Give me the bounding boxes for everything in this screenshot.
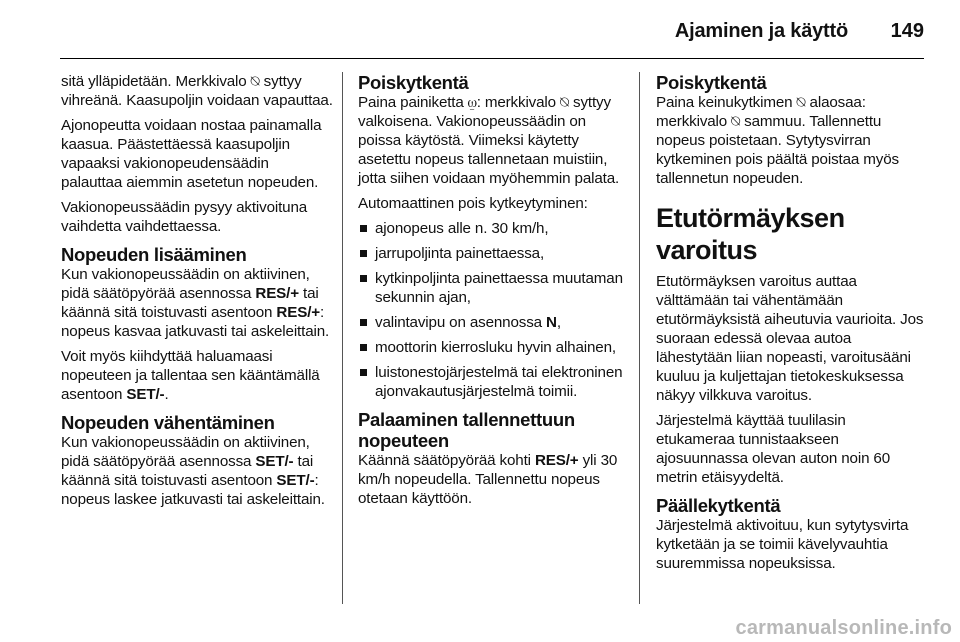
- list-item: moottorin kierrosluku hyvin alhainen,: [358, 338, 628, 357]
- section-heading-off: Poiskytkentä: [656, 72, 767, 93]
- column-2: [358, 72, 628, 514]
- paragraph: Paina painiketta ⍹: merkkivalo ⍉ syttyy valkoisena. Vakionopeussäädin on poissa käytöstä. Viimeksi käytetty asetettu nopeus tallennetaan muistiin, jotta siihen voidaan myöhemmin palata.: [358, 94, 620, 187]
- paragraph: Etutörmäyksen varoitus auttaa välttämään tai vähentämään etutörmäyksistä aiheutuvia vaurioita. Jos suoraan edessä olevaa autoa lähestytään liian nopeasti, varoitusääni kuuluu ja kuljettajan tietokeskuksessa näkyy vilkkuva varoitus.: [656, 273, 924, 404]
- paragraph: Automaattinen pois kytkeytyminen:: [358, 195, 588, 212]
- paragraph: Paina keinukytkimen ⍉ alaosaa: merkkivalo ⍉ sammuu. Tallennettu nopeus poistetaan. Sytytysvirran kytkeminen pois päältä poistaa myös tallennetun nopeuden.: [656, 94, 899, 187]
- section-heading-on: Päällekytkentä: [656, 495, 781, 516]
- paragraph: Käännä säätöpyörää kohti RES/+ yli 30 km/h nopeudella. Tallennettu nopeus otetaan käyttöön.: [358, 452, 618, 507]
- list-item: ajonopeus alle n. 30 km/h,: [358, 219, 628, 238]
- column-divider: [639, 72, 640, 604]
- column-1: [61, 72, 333, 515]
- list-item: luistonestojärjestelmä tai elektroninen ajonvakautusjärjestelmä toimii.: [358, 363, 628, 401]
- paragraph: sitä ylläpidetään. Merkkivalo ⍉ syttyy vihreänä. Kaasupoljin voidaan vapauttaa.: [61, 73, 333, 109]
- paragraph: Ajonopeutta voidaan nostaa painamalla kaasua. Päästettäessä kaasupoljin vapaaksi vakionopeudensäädin palauttaa aiemmin asetetun nopeuden.: [61, 117, 322, 191]
- paragraph: Järjestelmä käyttää tuulilasin etukameraa tunnistaakseen ajosuunnassa olevan auton noin 60 metrin etäisyydeltä.: [656, 412, 891, 486]
- watermark: carmanualsonline.info: [735, 617, 952, 639]
- list-item: valintavipu on asennossa N,: [358, 313, 628, 332]
- paragraph: Vakionopeussäädin pysyy aktivoituna vaihdetta vaihdettaessa.: [61, 199, 308, 235]
- header-divider: [60, 58, 924, 59]
- section-heading-decrease: Nopeuden vähentäminen: [61, 412, 275, 433]
- bullet-list: [358, 219, 628, 401]
- paragraph: Voit myös kiihdyttää haluamaasi nopeuteen ja tallentaa sen kääntämällä asentoon SET/-.: [61, 348, 320, 403]
- paragraph: Kun vakionopeussäädin on aktiivinen, pidä säätöpyörää asennossa SET/- tai käännä sitä toistuvasti asentoon SET/-: nopeus laskee jatkuvasti tai askeleittain.: [61, 434, 325, 508]
- page-header: [0, 0, 960, 58]
- main-heading-collision-warning: Etutörmäyksen varoitus: [656, 203, 845, 265]
- paragraph: Kun vakionopeussäädin on aktiivinen, pidä säätöpyörää asennossa RES/+ tai käännä sitä toistuvasti asentoon RES/+: nopeus kasvaa jatkuvasti tai askeleittain.: [61, 266, 330, 340]
- section-heading-increase: Nopeuden lisääminen: [61, 244, 247, 265]
- list-item: jarrupoljinta painettaessa,: [358, 244, 628, 263]
- page-number: 149: [890, 20, 924, 42]
- paragraph: Järjestelmä aktivoituu, kun sytytysvirta kytketään ja se toimii kävelyvauhtia suuremmissa nopeuksissa.: [656, 517, 909, 572]
- list-item: kytkinpoljinta painettaessa muutaman sekunnin ajan,: [358, 269, 628, 307]
- section-heading-off: Poiskytkentä: [358, 72, 469, 93]
- column-divider: [342, 72, 343, 604]
- section-heading-return: Palaaminen tallennettuun nopeuteen: [358, 409, 575, 451]
- chapter-title: Ajaminen ja käyttö: [674, 20, 848, 42]
- column-3: [656, 72, 928, 579]
